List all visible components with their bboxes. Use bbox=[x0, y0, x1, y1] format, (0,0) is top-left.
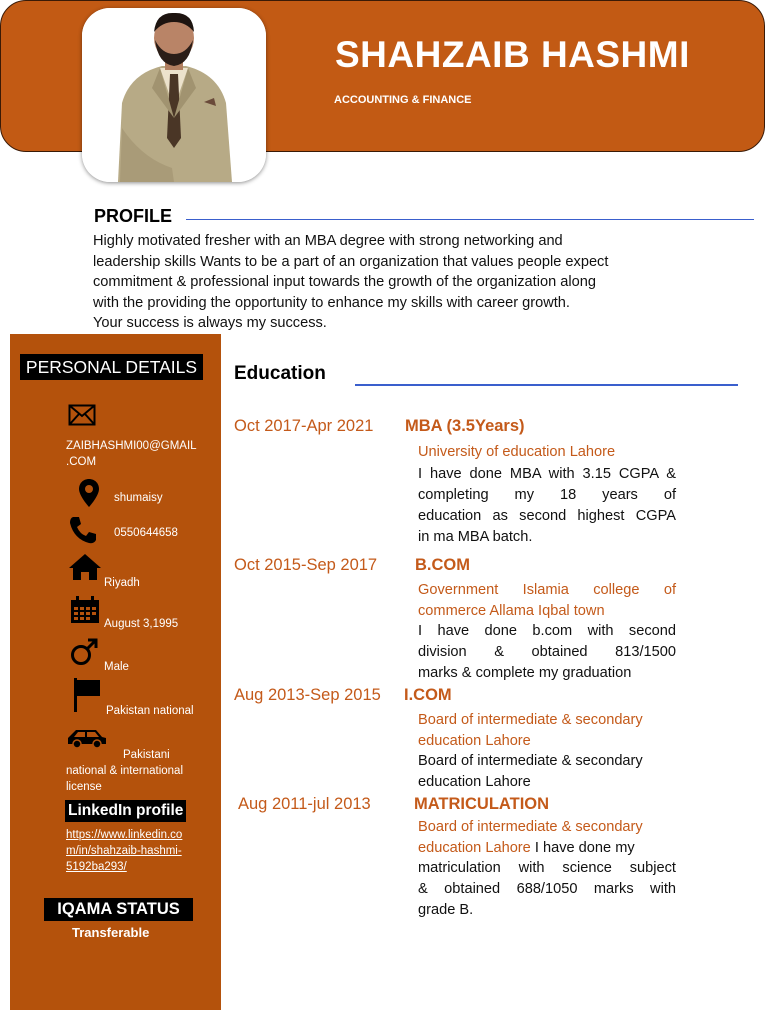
education-institution bbox=[418, 580, 676, 621]
license-line: national & international bbox=[66, 765, 183, 777]
candidate-title: ACCOUNTING & FINANCE bbox=[334, 94, 472, 106]
description-line: in ma MBA batch. bbox=[418, 529, 533, 545]
description-line: & obtained 688/1050 marks with bbox=[418, 881, 676, 897]
dob-value: August 3,1995 bbox=[104, 618, 179, 630]
institution-line: education Lahore bbox=[418, 839, 531, 856]
email-line: ZAIBHASHMI00@GMAIL bbox=[66, 440, 197, 452]
education-institution bbox=[418, 817, 676, 858]
education-heading: Education bbox=[234, 363, 326, 384]
profile-line: Your success is always my success. bbox=[93, 315, 327, 331]
description-line: Board of intermediate & secondary bbox=[418, 753, 643, 769]
envelope-icon bbox=[68, 404, 96, 431]
iqama-value: Transferable bbox=[72, 925, 150, 940]
linkedin-url-link[interactable] bbox=[66, 827, 214, 875]
candidate-name: SHAHZAIB HASHMI bbox=[335, 34, 690, 75]
profile-line: leadership skills Wants to be a part of an organization that values people expect bbox=[93, 253, 609, 270]
iqama-heading: IQAMA STATUS bbox=[44, 898, 193, 921]
description-line: completing my 18 years of bbox=[418, 487, 676, 503]
education-date: Aug 2013-Sep 2015 bbox=[234, 686, 381, 704]
education-date: Aug 2011-jul 2013 bbox=[238, 795, 371, 813]
email-value bbox=[66, 438, 197, 470]
description-line: matriculation with science subject bbox=[418, 860, 676, 876]
description-line: I have done b.com with second bbox=[418, 623, 676, 639]
license-line: license bbox=[66, 781, 102, 793]
profile-line: commitment & professional input towards the growth of the organization along bbox=[93, 274, 596, 290]
education-degree: MATRICULATION bbox=[414, 795, 550, 813]
description-line: I have done my bbox=[534, 839, 635, 856]
license-value bbox=[66, 747, 216, 795]
education-institution bbox=[418, 710, 676, 751]
education-degree: B.COM bbox=[415, 556, 470, 574]
profile-line: Highly motivated fresher with an MBA degree with strong networking and bbox=[93, 233, 563, 249]
flag-icon bbox=[72, 678, 102, 717]
education-description bbox=[418, 464, 676, 548]
license-line: Pakistani bbox=[123, 749, 170, 761]
city-value: Riyadh bbox=[104, 577, 140, 589]
institution-line: commerce Allama Iqbal town bbox=[418, 602, 605, 619]
education-degree: MBA (3.5Years) bbox=[405, 417, 525, 435]
home-icon bbox=[68, 553, 102, 586]
description-line: division & obtained 813/1500 bbox=[418, 644, 676, 660]
email-line: .COM bbox=[66, 456, 97, 468]
education-divider bbox=[355, 384, 738, 386]
education-description bbox=[418, 751, 676, 793]
education-description bbox=[418, 858, 676, 921]
profile-photo bbox=[82, 8, 266, 182]
calendar-icon bbox=[70, 596, 100, 629]
description-line: marks & complete my graduation bbox=[418, 665, 632, 681]
profile-summary bbox=[93, 231, 673, 334]
linkedin-url-line[interactable]: m/in/shahzaib-hashmi- bbox=[66, 845, 182, 857]
description-line: education as second highest CGPA bbox=[418, 508, 676, 524]
description-line: grade B. bbox=[418, 902, 474, 918]
institution-line: education Lahore bbox=[418, 732, 531, 749]
institution-line: Board of intermediate & secondary bbox=[418, 712, 643, 728]
profile-line: with the providing the opportunity to enhance my skills with career growth. bbox=[93, 294, 570, 311]
linkedin-url-line[interactable]: https://www.linkedin.co bbox=[66, 829, 183, 841]
profile-divider bbox=[186, 219, 754, 220]
nationality-value: Pakistan national bbox=[106, 705, 194, 717]
institution-line: Government Islamia college of bbox=[418, 582, 676, 598]
personal-details-heading: PERSONAL DETAILS bbox=[20, 354, 203, 380]
description-line: I have done MBA with 3.15 CGPA & bbox=[418, 466, 676, 482]
education-date: Oct 2017-Apr 2021 bbox=[234, 417, 374, 435]
male-icon bbox=[70, 638, 100, 671]
linkedin-url-line[interactable]: 5192ba293/ bbox=[66, 861, 127, 873]
institution-line: Board of intermediate & secondary bbox=[418, 819, 643, 835]
profile-heading: PROFILE bbox=[94, 206, 173, 226]
description-line: education Lahore bbox=[418, 774, 531, 790]
map-pin-icon bbox=[78, 478, 100, 513]
education-institution bbox=[418, 442, 676, 463]
gender-value: Male bbox=[104, 661, 129, 673]
location-value: shumaisy bbox=[114, 492, 163, 504]
phone-icon bbox=[68, 515, 98, 550]
profile-photo-illustration bbox=[82, 8, 266, 182]
institution-line: University of education Lahore bbox=[418, 444, 616, 460]
education-degree: I.COM bbox=[404, 686, 452, 704]
education-description bbox=[418, 621, 676, 684]
phone-value: 0550644658 bbox=[114, 527, 178, 539]
linkedin-heading: LinkedIn profile bbox=[65, 800, 186, 822]
education-date: Oct 2015-Sep 2017 bbox=[234, 556, 378, 574]
